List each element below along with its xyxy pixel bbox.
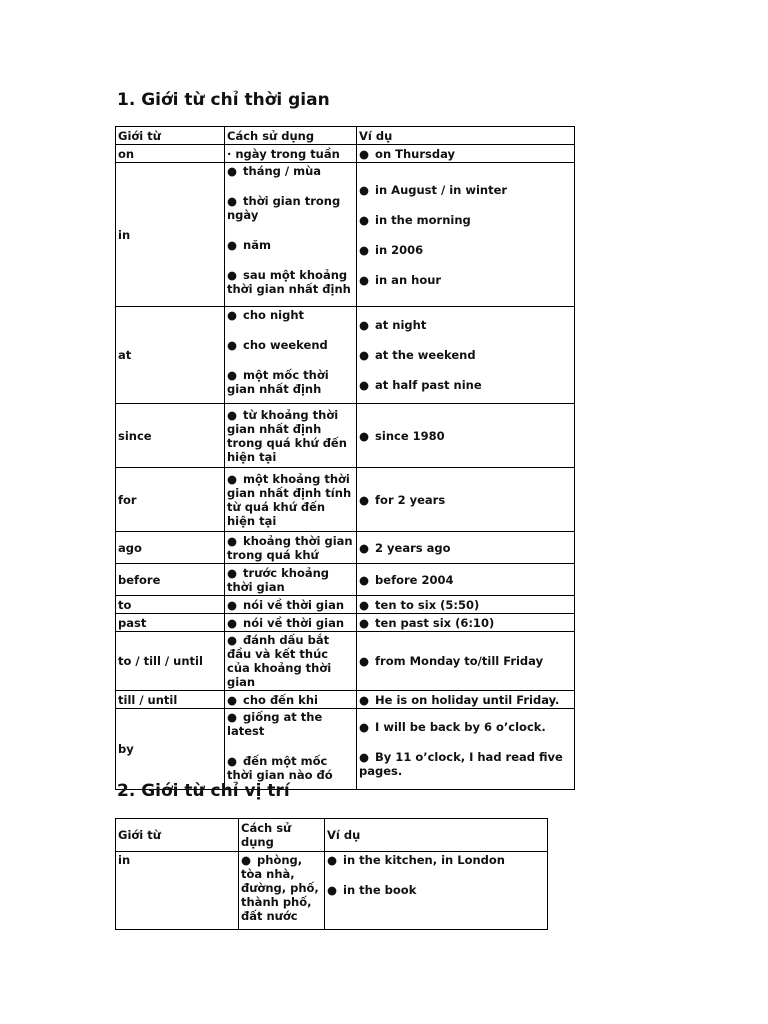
usage-text: · ngày trong tuần: [227, 146, 340, 161]
table-row: [116, 404, 575, 468]
bullet-icon: ●: [227, 565, 238, 580]
bullet-icon: ●: [227, 471, 238, 486]
usage-text: cho đến khi: [243, 692, 318, 707]
usage-cell: [225, 614, 357, 632]
table-row: [116, 145, 575, 163]
example-cell: [357, 614, 575, 632]
example-text: ten past six (6:10): [375, 615, 495, 630]
bullet-icon: ●: [359, 348, 370, 362]
usage-cell: [225, 163, 357, 307]
usage-cell: [225, 404, 357, 468]
table-row: [116, 307, 575, 404]
usage-cell: [239, 852, 325, 930]
example-text: 2 years ago: [375, 540, 451, 555]
table-row: [116, 614, 575, 632]
example-cell: [357, 163, 575, 307]
example-text: on Thursday: [375, 146, 456, 161]
example-text: before 2004: [375, 572, 454, 587]
bullet-icon: ●: [227, 597, 238, 612]
example-cell: [325, 852, 548, 930]
bullet-icon: ●: [359, 540, 370, 555]
preposition-cell: in: [116, 852, 239, 930]
usage-cell: [225, 564, 357, 596]
usage-cell: [225, 709, 357, 790]
example-cell: [357, 145, 575, 163]
usage-text: nói về thời gian: [243, 615, 345, 630]
table-row: [116, 468, 575, 532]
example-text: in August / in winter: [375, 182, 508, 197]
usage-text: khoảng thời gian trong quá khứ: [227, 533, 353, 562]
table-row: [116, 163, 575, 307]
example-cell: [357, 532, 575, 564]
preposition-cell: to: [116, 596, 225, 614]
bullet-icon: ●: [227, 710, 238, 724]
bullet-icon: ●: [227, 368, 238, 382]
usage-cell: [225, 632, 357, 691]
bullet-icon: ●: [359, 750, 370, 764]
header-usage: Cách sử dụng: [225, 127, 357, 145]
example-text: I will be back by 6 o’clock.: [375, 720, 546, 734]
example-text: He is on holiday until Friday.: [375, 692, 560, 707]
bullet-icon: ●: [359, 597, 370, 612]
bullet-icon: ●: [327, 883, 338, 897]
example-cell: [357, 632, 575, 691]
bullet-icon: ●: [359, 492, 370, 507]
preposition-cell: on: [116, 145, 225, 163]
preposition-cell: ago: [116, 532, 225, 564]
usage-text: nói về thời gian: [243, 597, 345, 612]
section-1-title: 1. Giới từ chỉ thời gian: [117, 90, 330, 110]
bullet-icon: ●: [227, 533, 238, 548]
usage-cell: [225, 691, 357, 709]
preposition-cell: till / until: [116, 691, 225, 709]
header-usage: Cách sử dụng: [239, 819, 325, 852]
bullet-icon: ●: [359, 378, 370, 392]
usage-text: đánh dấu bắt đầu và kết thúc của khoảng thời gian: [227, 633, 332, 689]
bullet-icon: ●: [359, 572, 370, 587]
bullet-icon: ●: [227, 615, 238, 630]
usage-text: từ khoảng thời gian nhất định trong quá khứ đến hiện tại: [227, 407, 347, 464]
bullet-icon: ●: [227, 407, 238, 422]
usage-cell: [225, 468, 357, 532]
usage-text: phòng, tòa nhà, đường, phố, thành phố, đất nước: [241, 853, 319, 923]
example-text: in the book: [343, 883, 417, 897]
table-header-row: [116, 127, 575, 145]
bullet-icon: ●: [227, 164, 238, 178]
preposition-cell: since: [116, 404, 225, 468]
preposition-cell: before: [116, 564, 225, 596]
bullet-icon: ●: [327, 853, 338, 867]
example-text: in 2006: [375, 242, 424, 257]
bullet-icon: ●: [359, 692, 370, 707]
example-text: in an hour: [375, 272, 442, 287]
bullet-icon: ●: [359, 318, 370, 332]
preposition-cell: for: [116, 468, 225, 532]
bullet-icon: ●: [227, 692, 238, 707]
table-row: [116, 852, 548, 930]
bullet-icon: ●: [359, 272, 370, 287]
bullet-icon: ●: [227, 754, 238, 768]
header-examples: Ví dụ: [325, 819, 548, 852]
preposition-cell: past: [116, 614, 225, 632]
table-row: [116, 596, 575, 614]
example-text: in the kitchen, in London: [343, 853, 505, 867]
usage-cell: [225, 307, 357, 404]
bullet-icon: ●: [227, 268, 238, 282]
bullet-icon: ●: [227, 308, 238, 322]
example-cell: [357, 404, 575, 468]
example-text: By 11 o’clock, I had read five pages.: [359, 750, 563, 778]
time-prepositions-table: [115, 126, 575, 790]
example-cell: [357, 307, 575, 404]
example-cell: [357, 596, 575, 614]
header-preposition: Giới từ: [116, 127, 225, 145]
bullet-icon: ●: [227, 194, 238, 208]
example-text: since 1980: [375, 428, 445, 443]
usage-cell: [225, 596, 357, 614]
usage-text: một mốc thời gian nhất định: [227, 368, 329, 396]
usage-text: đến một mốc thời gian nào đó: [227, 754, 333, 782]
usage-text: một khoảng thời gian nhất định tính từ quá khứ đến hiện tại: [227, 471, 352, 528]
table-row: [116, 691, 575, 709]
preposition-cell: to / till / until: [116, 632, 225, 691]
example-text: in the morning: [375, 212, 471, 227]
usage-text: thời gian trong ngày: [227, 194, 341, 222]
preposition-cell: at: [116, 307, 225, 404]
example-text: at night: [375, 318, 427, 332]
example-text: at half past nine: [375, 378, 482, 392]
example-text: at the weekend: [375, 348, 476, 362]
bullet-icon: ●: [227, 338, 238, 352]
usage-text: trước khoảng thời gian: [227, 565, 330, 594]
usage-text: tháng / mùa: [243, 164, 322, 178]
example-cell: [357, 691, 575, 709]
example-text: for 2 years: [375, 492, 446, 507]
usage-text: năm: [243, 238, 271, 252]
bullet-icon: ●: [359, 212, 370, 227]
bullet-icon: ●: [359, 428, 370, 443]
bullet-icon: ●: [227, 633, 238, 647]
example-cell: [357, 564, 575, 596]
usage-cell: [225, 145, 357, 163]
preposition-cell: by: [116, 709, 225, 790]
example-cell: [357, 468, 575, 532]
bullet-icon: ●: [359, 615, 370, 630]
header-examples: Ví dụ: [357, 127, 575, 145]
bullet-icon: ●: [359, 146, 370, 161]
bullet-icon: ●: [227, 238, 238, 252]
usage-text: sau một khoảng thời gian nhất định: [227, 268, 351, 296]
preposition-cell: in: [116, 163, 225, 307]
bullet-icon: ●: [241, 853, 252, 867]
table-row: [116, 632, 575, 691]
bullet-icon: ●: [359, 720, 370, 734]
example-text: ten to six (5:50): [375, 597, 480, 612]
table-row: [116, 532, 575, 564]
usage-cell: [225, 532, 357, 564]
section-2-title: 2. Giới từ chỉ vị trí: [117, 781, 290, 801]
usage-text: giống at the latest: [227, 710, 323, 738]
example-text: from Monday to/till Friday: [375, 654, 544, 668]
bullet-icon: ●: [359, 242, 370, 257]
header-preposition: Giới từ: [116, 819, 239, 852]
table-row: [116, 709, 575, 790]
bullet-icon: ●: [359, 654, 370, 668]
usage-text: cho weekend: [243, 338, 328, 352]
table-row: [116, 564, 575, 596]
bullet-icon: ●: [359, 182, 370, 197]
usage-text: cho night: [243, 308, 305, 322]
location-prepositions-table: [115, 818, 548, 930]
table-header-row: [116, 819, 548, 852]
example-cell: [357, 709, 575, 790]
